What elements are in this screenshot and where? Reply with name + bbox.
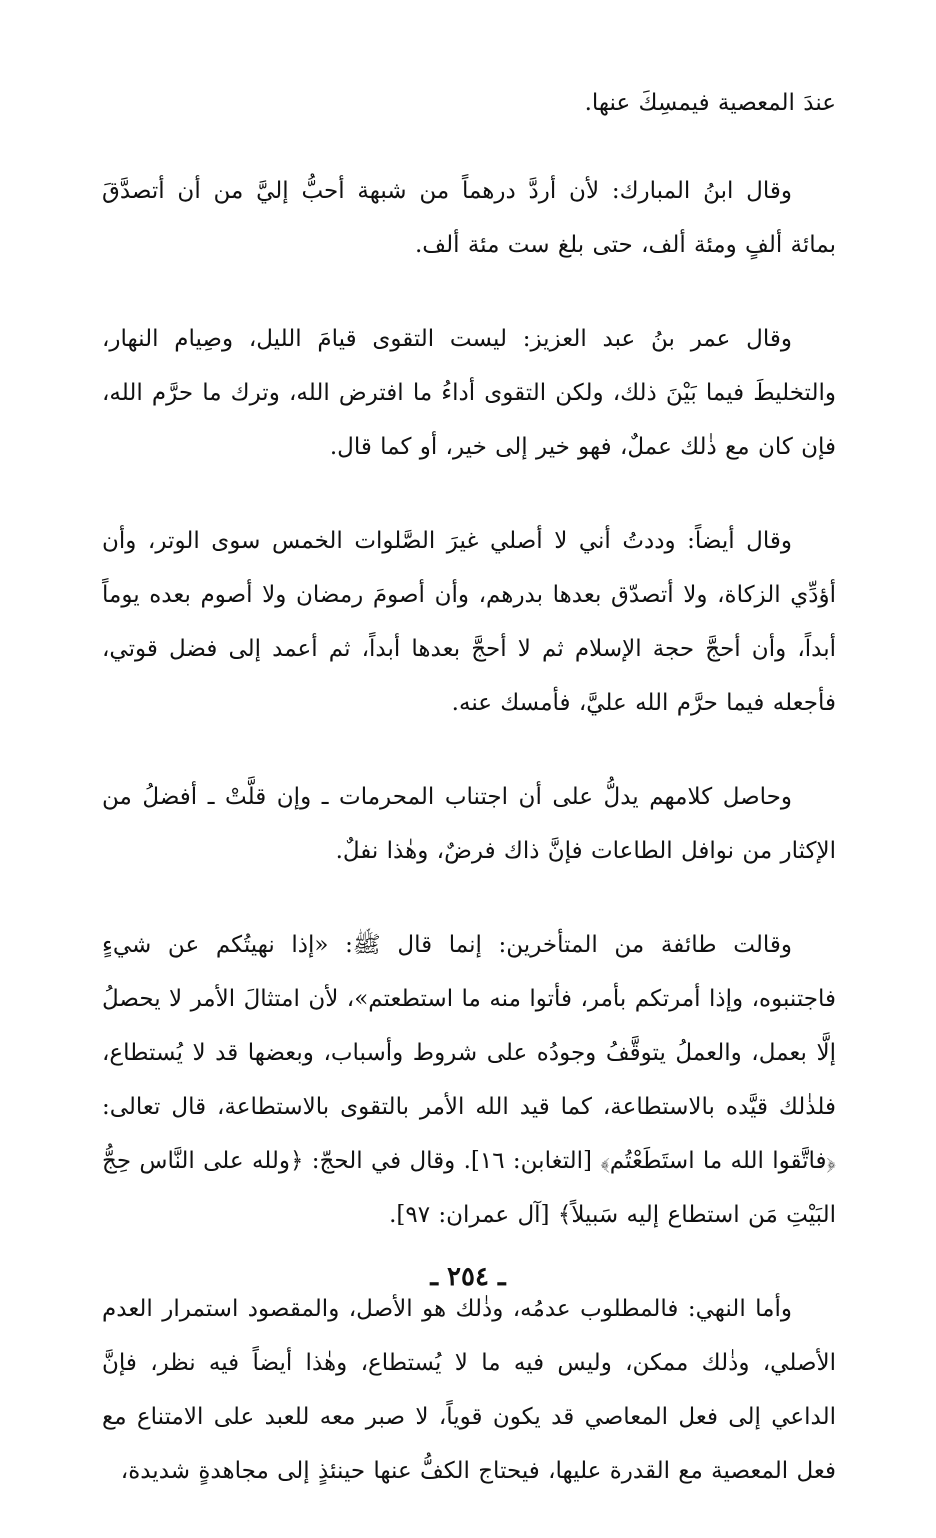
page-number: ـ ٢٥٤ ـ — [430, 1262, 506, 1292]
paragraph-summary: وحاصل كلامهم يدلُّ على أن اجتناب المحرمات ـ وإن قلَّتْ ـ أفضلُ من الإكثار من نوافل الطاعات فإنَّ ذاك فرضٌ، وهٰذا نفلٌ. — [102, 784, 836, 864]
paragraph-prohibition: وأما النهي: فالمطلوب عدمُه، وذٰلك هو الأصل، والمقصود استمرار العدم الأصلي، وذٰلك ممكن، وليس فيه ما لا يُستطاع، وهٰذا أيضاً فيه نظر، فإنَّ الداعي إلى فعل المعاصي قد يكون قوياً، لا صبر معه للعبد على الامتناع مع فعل المعصية مع القدرة عليها، فيحتاج الكفُّ عنها حينئذٍ إلى مجاهدةٍ شديدة، — [102, 1296, 836, 1484]
paragraph-ibn-al-mubarak: وقال ابنُ المبارك: لأن أردَّ درهماً من شبهة أحبُّ إليَّ من أن أتصدَّقَ بمائة ألفٍ ومئة ألف، حتى بلغ ست مئة ألف. — [102, 178, 836, 258]
body-text — [102, 76, 836, 1538]
paragraph-continuation: عندَ المعصية فيمسِكَ عنها. — [584, 90, 836, 116]
paragraph-umar-ibn-abd-al-aziz: وقال عمر بنُ عبد العزيز: ليست التقوى قيامَ الليل، وصِيام النهار، والتخليطَ فيما بَيْنَ ذلك، ولكن التقوى أداءُ ما افترض الله، وترك ما حرَّم الله، فإن كان مع ذٰلك عملٌ، فهو خير إلى خير، أو كما قال. — [102, 326, 836, 460]
paragraph-later-scholars: وقالت طائفة من المتأخرين: إنما قال ﷺ: «إذا نهيتُكم عن شيءٍ فاجتنبوه، وإذا أمرتكم بأمر، فأتوا منه ما استطعتم»، لأن امتثالَ الأمر لا يحصلُ إلَّا بعمل، والعملُ يتوقَّفُ وجودُه على شروط وأسباب، وبعضها قد لا يُستطاع، فلذٰلك قيَّده بالاستطاعة، كما قيد الله الأمر بالتقوى بالاستطاعة، قال تعالى: ﴿فاتَّقوا الله ما استَطَعْتُم﴾ [التغابن: ١٦]. وقال في الحجّ: ﴿ولله على النَّاس حِجُّ البَيْتِ مَن استطاع إليه سَبيلاً﴾ [آل عمران: ٩٧]. — [102, 932, 836, 1228]
paragraph-also-said: وقال أيضاً: وددتُ أني لا أصلي غيرَ الصَّلوات الخمس سوى الوتر، وأن أؤدِّي الزكاة، ولا أتصدّق بعدها بدرهم، وأن أصومَ رمضان ولا أصوم بعده يوماً أبداً، وأن أحجَّ حجة الإسلام ثم لا أحجَّ بعدها أبداً، ثم أعمد إلى فضل قوتي، فأجعله فيما حرَّم الله عليَّ، فأمسك عنه. — [102, 528, 836, 716]
